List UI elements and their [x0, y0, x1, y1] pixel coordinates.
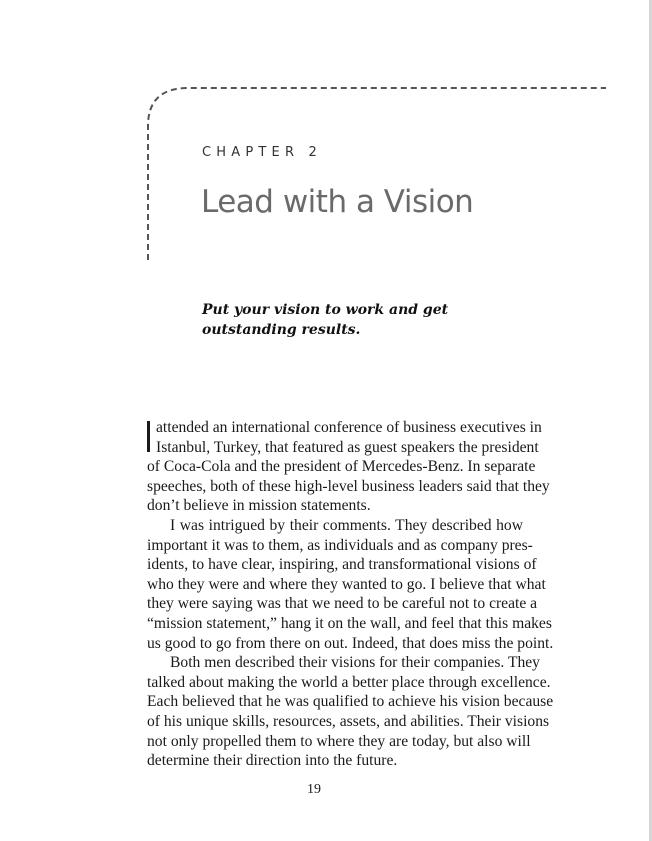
chapter-title: Lead with a Vision: [201, 184, 474, 220]
epigraph: [202, 300, 462, 340]
body-line: I was intrigued by their comments. They described how: [170, 516, 523, 534]
body-line: talked about making the world a better place through excellence.: [147, 673, 551, 691]
body-line: they were saying was that we need to be careful not to create a: [147, 595, 538, 613]
body-line: Each believed that he was qualified to achieve his vision because: [147, 693, 554, 711]
body-line: of Coca-Cola and the president of Mercedes-Benz. In separate: [147, 458, 536, 476]
chapter-frame-decoration: [146, 86, 608, 262]
body-line: who they were and where they wanted to go. I believe that what: [147, 575, 546, 593]
body-line: of his unique skills, resources, assets, and abilities. Their visions: [147, 712, 550, 730]
epigraph-line: Put your vision to work and get: [202, 302, 449, 318]
body-line: Istanbul, Turkey, that featured as guest speakers the president: [156, 438, 539, 456]
epigraph-line: outstanding results.: [202, 322, 361, 338]
body-line: “mission statement,” hang it on the wall, and feel that this makes: [147, 614, 552, 632]
body-line: determine their direction into the future.: [147, 752, 398, 770]
body-line: Both men described their visions for their companies. They: [170, 654, 540, 672]
body-line: idents, to have clear, inspiring, and transformational visions of: [147, 556, 537, 574]
chapter-label: CHAPTER 2: [202, 145, 322, 160]
body-line: not only propelled them to where they are today, but also will: [147, 732, 531, 750]
page-number: 19: [307, 782, 321, 797]
body-line: important it was to them, as individuals and as company pres-: [147, 536, 533, 554]
body-line: don’t believe in mission statements.: [147, 497, 371, 515]
body-line: speeches, both of these high-level business leaders said that they: [147, 477, 550, 495]
body-line: attended an international conference of business executives in: [156, 419, 542, 436]
body-line: us good to go from there on out. Indeed, that does miss the point.: [147, 634, 554, 652]
body-text: [147, 418, 554, 771]
